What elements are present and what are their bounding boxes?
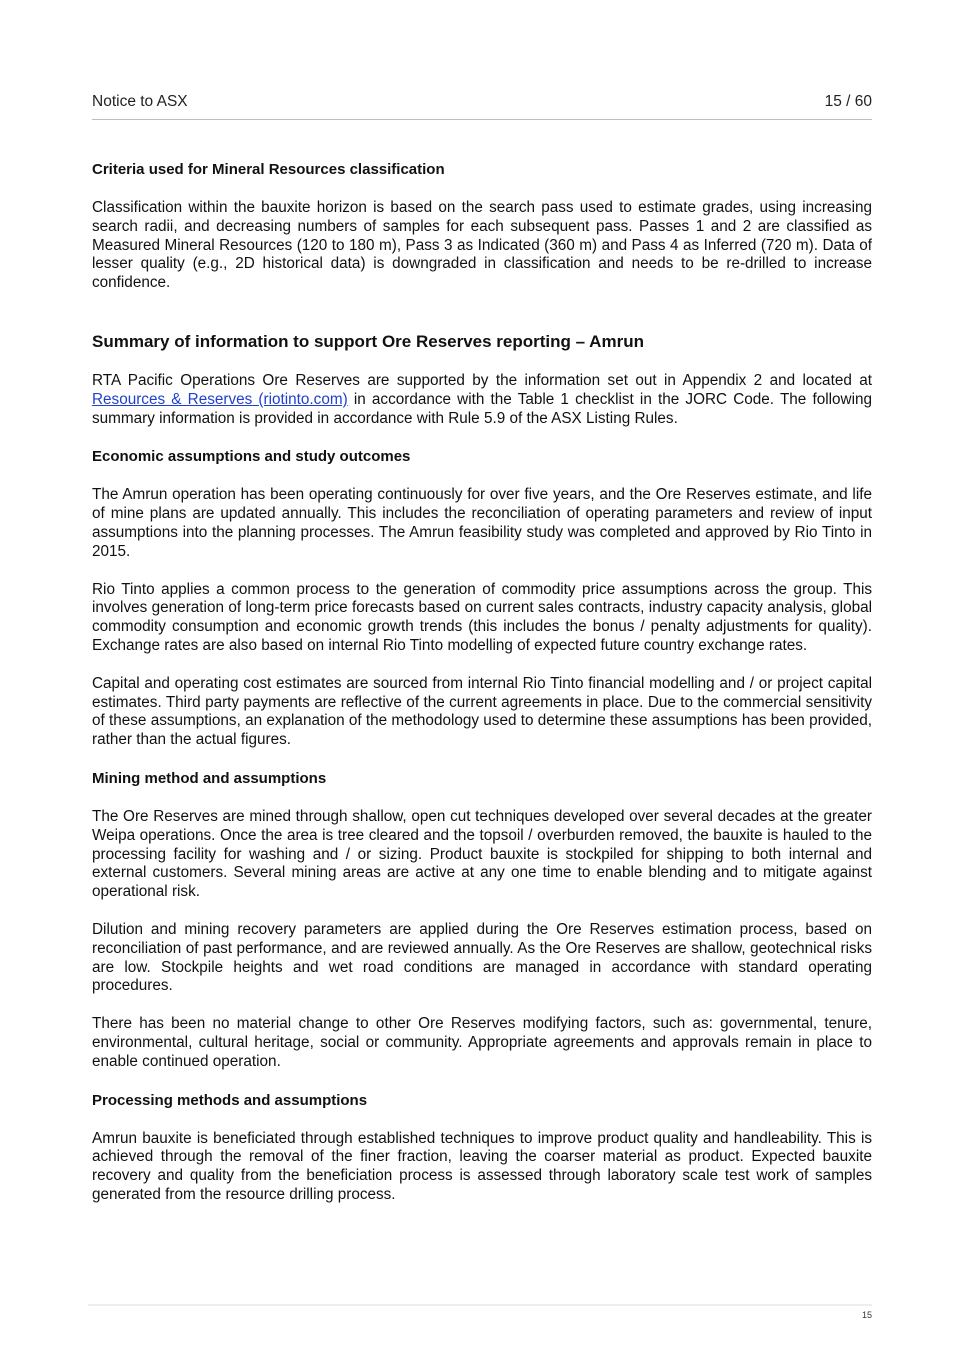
mining-paragraph-3: There has been no material change to other Ore Reserves modifying factors, such as: governmental, tenure, environmental, cultural heritage, social or community. Appropriate agreements and approvals remain in place to enable continued operation. xyxy=(92,1015,872,1070)
summary-paragraph xyxy=(92,372,872,428)
economic-paragraph-1: The Amrun operation has been operating continuously for over five years, and the Ore Reserves estimate, and life of mine plans are updated annually. This includes the reconciliation of operating parameters and review of input assumptions into the planning processes. The Amrun feasibility study was completed and approved by Rio Tinto in 2015. xyxy=(92,486,872,560)
document-body xyxy=(92,160,872,1205)
economic-paragraph-3: Capital and operating cost estimates are sourced from internal Rio Tinto financial modelling and / or project capital estimates. Third party payments are reflective of the current agreements in place. Due to the commercial sensitivity of these assumptions, an explanation of the methodology used to determine these assumptions has been provided, rather than the actual figures. xyxy=(92,674,872,749)
resources-reserves-link[interactable]: Resources & Reserves (riotinto.com) xyxy=(92,390,348,408)
footer-page-number: 15 xyxy=(861,1310,872,1320)
summary-text-post: in accordance with the Table 1 checklist in the JORC Code. The following summary information is provided in accordance with Rule 5.9 of the ASX Listing Rules. xyxy=(92,390,872,427)
summary-heading: Summary of information to support Ore Reserves reporting – Amrun xyxy=(92,331,644,351)
processing-heading: Processing methods and assumptions xyxy=(92,1091,368,1109)
page-indicator: 15 / 60 xyxy=(824,93,872,110)
criteria-heading: Criteria used for Mineral Resources classification xyxy=(92,161,445,178)
mining-heading: Mining method and assumptions xyxy=(92,769,327,787)
summary-text-pre: RTA Pacific Operations Ore Reserves are supported by the information set out in Appendix 2 and located at xyxy=(92,371,872,389)
economic-heading: Economic assumptions and study outcomes xyxy=(92,448,411,466)
mining-paragraph-2: Dilution and mining recovery parameters are applied during the Ore Reserves estimation process, based on reconciliation of past performance, and are reviewed annually. As the Ore Reserves are shallow, geotechnical risks are low. Stockpile heights and wet road conditions are managed in accordance with standard operating procedures. xyxy=(92,920,872,995)
page-footer xyxy=(88,1304,872,1320)
mining-paragraph-1: The Ore Reserves are mined through shallow, open cut techniques developed over several decades at the greater Weipa operations. Once the area is tree cleared and the topsoil / overburden removed, the bauxite is hauled to the processing facility for washing and / or sizing. Product bauxite is stockpiled for shipping to both internal and external customers. Several mining areas are active at any one time to enable blending and to mitigate against operational risk. xyxy=(92,807,872,901)
criteria-paragraph: Classification within the bauxite horizon is based on the search pass used to estimate grades, using increasing search radii, and decreasing numbers of samples for each subsequent pass. Passes 1 and 2 are classified as Measured Mineral Resources (120 to 180 m), Pass 3 as Indicated (360 m) and Pass 4 as Inferred (720 m). Data of lesser quality (e.g., 2D historical data) is downgraded in classification and needs to be re-drilled to increase confidence. xyxy=(92,199,872,292)
economic-paragraph-2: Rio Tinto applies a common process to the generation of commodity price assumptions across the group. This involves generation of long-term price forecasts based on current sales contracts, industry capacity analysis, global commodity consumption and economic growth trends (this includes the bonus / penalty adjustments for quality). Exchange rates are also based on internal Rio Tinto modelling of expected future country exchange rates. xyxy=(92,580,872,654)
processing-paragraph: Amrun bauxite is beneficiated through established techniques to improve product quality and handleability. This is achieved through the removal of the finer fraction, leaving the coarser material as product. Expected bauxite recovery and quality from the beneficiation process is assessed through laboratory scale test work of samples generated from the resource drilling process. xyxy=(92,1129,872,1203)
document-title: Notice to ASX xyxy=(92,93,188,110)
page-header xyxy=(92,91,872,120)
